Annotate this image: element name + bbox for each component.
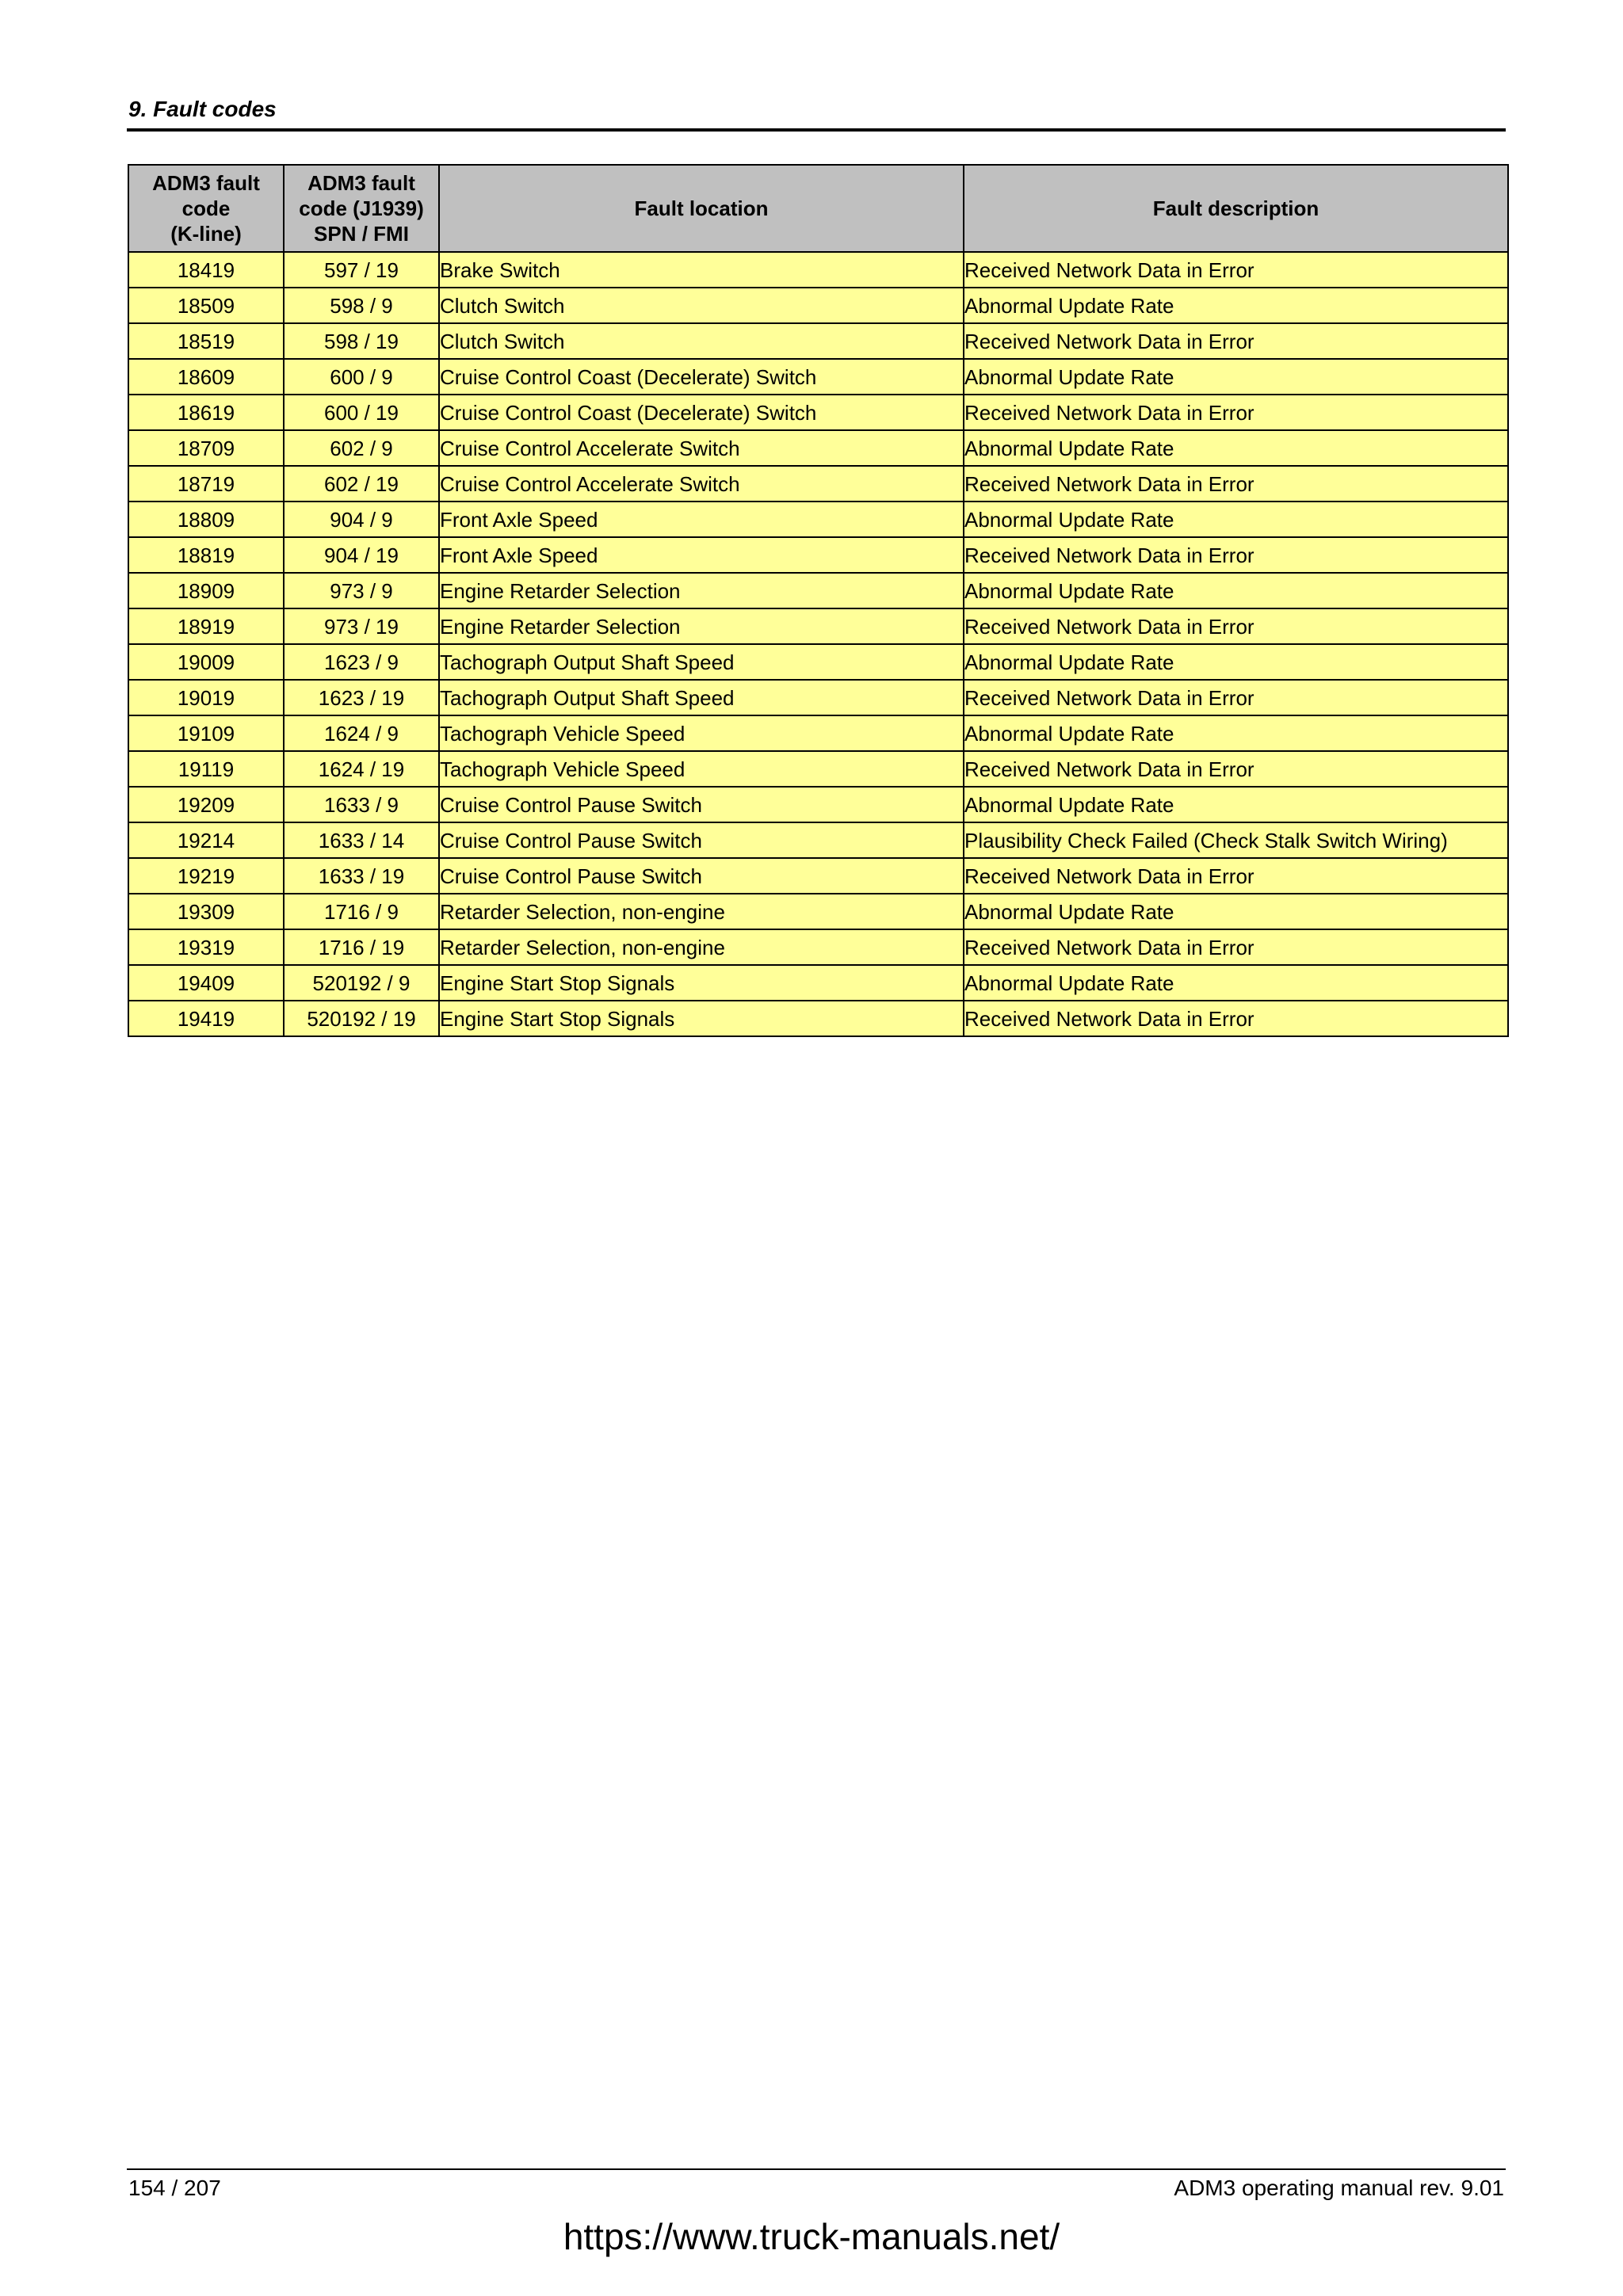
fault-location-cell: Cruise Control Pause Switch [439, 787, 964, 822]
fault-location-cell: Engine Retarder Selection [439, 608, 964, 644]
header-line: ADM3 fault [307, 171, 415, 195]
kline-code-cell: 18509 [128, 288, 284, 323]
table-row [128, 288, 1508, 323]
header-fault-description [964, 165, 1508, 252]
fault-location-cell: Tachograph Vehicle Speed [439, 715, 964, 751]
fault-location-cell: Clutch Switch [439, 323, 964, 359]
kline-code-cell: 18919 [128, 608, 284, 644]
fault-description-cell: Abnormal Update Rate [964, 430, 1508, 466]
header-line: (K-line) [170, 222, 242, 246]
header-line: code [181, 196, 231, 220]
fault-location-cell: Cruise Control Pause Switch [439, 822, 964, 858]
header-line: Fault description [1152, 196, 1319, 220]
table-body [128, 252, 1508, 1036]
j1939-code-cell: 600 / 19 [284, 395, 439, 430]
fault-location-cell: Cruise Control Accelerate Switch [439, 430, 964, 466]
kline-code-cell: 18419 [128, 252, 284, 288]
kline-code-cell: 18619 [128, 395, 284, 430]
fault-description-cell: Received Network Data in Error [964, 929, 1508, 965]
fault-location-cell: Tachograph Vehicle Speed [439, 751, 964, 787]
table-row [128, 359, 1508, 395]
table-row [128, 323, 1508, 359]
kline-code-cell: 19209 [128, 787, 284, 822]
fault-description-cell: Received Network Data in Error [964, 395, 1508, 430]
kline-code-cell: 19309 [128, 894, 284, 929]
kline-code-cell: 19319 [128, 929, 284, 965]
j1939-code-cell: 598 / 19 [284, 323, 439, 359]
fault-location-cell: Tachograph Output Shaft Speed [439, 680, 964, 715]
kline-code-cell: 19409 [128, 965, 284, 1001]
header-j1939-code [284, 165, 439, 252]
kline-code-cell: 18719 [128, 466, 284, 502]
fault-location-cell: Cruise Control Accelerate Switch [439, 466, 964, 502]
table-row [128, 466, 1508, 502]
fault-location-cell: Front Axle Speed [439, 537, 964, 573]
kline-code-cell: 19009 [128, 644, 284, 680]
fault-location-cell: Clutch Switch [439, 288, 964, 323]
kline-code-cell: 19119 [128, 751, 284, 787]
fault-location-cell: Brake Switch [439, 252, 964, 288]
fault-location-cell: Retarder Selection, non-engine [439, 894, 964, 929]
kline-code-cell: 18709 [128, 430, 284, 466]
table-row [128, 252, 1508, 288]
page-number: 154 / 207 [128, 2176, 221, 2200]
header-line: ADM3 fault [152, 171, 260, 195]
header-line: code (J1939) [299, 196, 424, 220]
fault-description-cell: Abnormal Update Rate [964, 787, 1508, 822]
fault-location-cell: Engine Retarder Selection [439, 573, 964, 608]
j1939-code-cell: 597 / 19 [284, 252, 439, 288]
kline-code-cell: 19219 [128, 858, 284, 894]
fault-description-cell: Received Network Data in Error [964, 1001, 1508, 1036]
table-row [128, 573, 1508, 608]
fault-description-cell: Received Network Data in Error [964, 537, 1508, 573]
table-row [128, 395, 1508, 430]
j1939-code-cell: 1623 / 9 [284, 644, 439, 680]
j1939-code-cell: 1633 / 14 [284, 822, 439, 858]
table-row [128, 680, 1508, 715]
table-row [128, 894, 1508, 929]
fault-description-cell: Abnormal Update Rate [964, 965, 1508, 1001]
j1939-code-cell: 973 / 9 [284, 573, 439, 608]
fault-description-cell: Received Network Data in Error [964, 323, 1508, 359]
fault-location-cell: Front Axle Speed [439, 502, 964, 537]
header-line: Fault location [634, 196, 769, 220]
fault-description-cell: Abnormal Update Rate [964, 502, 1508, 537]
kline-code-cell: 18819 [128, 537, 284, 573]
fault-description-cell: Abnormal Update Rate [964, 359, 1508, 395]
fault-description-cell: Received Network Data in Error [964, 680, 1508, 715]
j1939-code-cell: 600 / 9 [284, 359, 439, 395]
title-divider [127, 128, 1506, 132]
table-header-row [128, 165, 1508, 252]
fault-description-cell: Abnormal Update Rate [964, 894, 1508, 929]
table-row [128, 644, 1508, 680]
watermark-url: https://www.truck-manuals.net/ [563, 2216, 1060, 2257]
j1939-code-cell: 520192 / 9 [284, 965, 439, 1001]
fault-location-cell: Engine Start Stop Signals [439, 965, 964, 1001]
table-row [128, 822, 1508, 858]
fault-description-cell: Received Network Data in Error [964, 608, 1508, 644]
j1939-code-cell: 1716 / 9 [284, 894, 439, 929]
kline-code-cell: 18809 [128, 502, 284, 537]
j1939-code-cell: 1623 / 19 [284, 680, 439, 715]
kline-code-cell: 18519 [128, 323, 284, 359]
table-row [128, 858, 1508, 894]
j1939-code-cell: 973 / 19 [284, 608, 439, 644]
j1939-code-cell: 1716 / 19 [284, 929, 439, 965]
table-row [128, 787, 1508, 822]
j1939-code-cell: 598 / 9 [284, 288, 439, 323]
kline-code-cell: 19419 [128, 1001, 284, 1036]
table-row [128, 751, 1508, 787]
header-fault-location [439, 165, 964, 252]
j1939-code-cell: 904 / 19 [284, 537, 439, 573]
table-row [128, 430, 1508, 466]
fault-location-cell: Retarder Selection, non-engine [439, 929, 964, 965]
fault-location-cell: Tachograph Output Shaft Speed [439, 644, 964, 680]
document-name: ADM3 operating manual rev. 9.01 [1174, 2176, 1504, 2200]
table-row [128, 715, 1508, 751]
j1939-code-cell: 1633 / 19 [284, 858, 439, 894]
fault-description-cell: Received Network Data in Error [964, 466, 1508, 502]
kline-code-cell: 18909 [128, 573, 284, 608]
section-title: 9. Fault codes [128, 97, 277, 121]
fault-description-cell: Plausibility Check Failed (Check Stalk Switch Wiring) [964, 822, 1508, 858]
table-row [128, 502, 1508, 537]
table-row [128, 965, 1508, 1001]
j1939-code-cell: 602 / 19 [284, 466, 439, 502]
footer-divider [127, 2168, 1506, 2170]
fault-location-cell: Engine Start Stop Signals [439, 1001, 964, 1036]
j1939-code-cell: 602 / 9 [284, 430, 439, 466]
fault-description-cell: Abnormal Update Rate [964, 644, 1508, 680]
fault-description-cell: Abnormal Update Rate [964, 715, 1508, 751]
kline-code-cell: 18609 [128, 359, 284, 395]
j1939-code-cell: 520192 / 19 [284, 1001, 439, 1036]
fault-description-cell: Received Network Data in Error [964, 858, 1508, 894]
kline-code-cell: 19109 [128, 715, 284, 751]
table-row [128, 608, 1508, 644]
fault-description-cell: Received Network Data in Error [964, 252, 1508, 288]
header-line: SPN / FMI [314, 222, 409, 246]
fault-location-cell: Cruise Control Coast (Decelerate) Switch [439, 395, 964, 430]
table-row [128, 929, 1508, 965]
j1939-code-cell: 1633 / 9 [284, 787, 439, 822]
kline-code-cell: 19214 [128, 822, 284, 858]
kline-code-cell: 19019 [128, 680, 284, 715]
header-kline-code [128, 165, 284, 252]
fault-location-cell: Cruise Control Coast (Decelerate) Switch [439, 359, 964, 395]
fault-location-cell: Cruise Control Pause Switch [439, 858, 964, 894]
j1939-code-cell: 1624 / 19 [284, 751, 439, 787]
j1939-code-cell: 1624 / 9 [284, 715, 439, 751]
fault-description-cell: Abnormal Update Rate [964, 288, 1508, 323]
table-row [128, 537, 1508, 573]
fault-code-table [128, 164, 1509, 1037]
j1939-code-cell: 904 / 9 [284, 502, 439, 537]
table-row [128, 1001, 1508, 1036]
fault-description-cell: Abnormal Update Rate [964, 573, 1508, 608]
fault-description-cell: Received Network Data in Error [964, 751, 1508, 787]
